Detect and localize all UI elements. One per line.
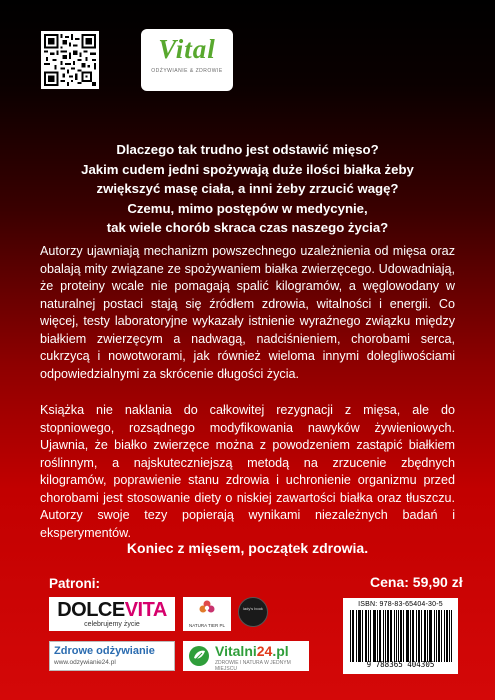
barcode-bar — [383, 610, 384, 662]
dolcevita-logo — [49, 597, 175, 631]
barcode-bar — [377, 610, 378, 662]
barcode-bar — [385, 610, 386, 662]
barcode-bar — [434, 610, 435, 662]
zdrowe-odzywianie-logo — [49, 641, 175, 671]
vital-logo — [141, 29, 233, 91]
barcode-bar — [398, 610, 399, 662]
barcode-bar — [353, 610, 354, 662]
slogan: Koniec z mięsem, początek zdrowia. — [126, 540, 369, 556]
natura-logo-text: NATURA TIER PL — [188, 623, 226, 628]
qr-code-icon — [44, 34, 96, 86]
question-line: Czemu, mimo postępów w medycynie, — [127, 200, 368, 216]
barcode-bar — [356, 610, 357, 662]
barcode-bar — [410, 610, 411, 662]
barcode-bar — [425, 610, 426, 662]
patrons-label: Patroni: — [49, 576, 101, 591]
barcode-bar — [400, 610, 401, 662]
vitalni24-name-part-c: .pl — [272, 643, 289, 659]
barcode-bar — [436, 610, 437, 662]
barcode-bar — [439, 610, 440, 662]
barcode-bar — [418, 610, 419, 662]
barcode-bar — [429, 610, 430, 662]
ladys-book-logo-text: lady's book — [243, 606, 263, 611]
barcode-bar — [379, 610, 380, 662]
barcode-bar — [444, 610, 445, 662]
ladys-book-logo — [238, 597, 268, 627]
barcode-bar — [396, 610, 397, 662]
question-line: tak wiele chorób skraca czas naszego życia? — [106, 220, 389, 236]
barcode-bar — [408, 610, 409, 662]
isbn-number: ISBN: 978-83-65404-30-5 — [358, 601, 443, 608]
barcode-bar — [358, 610, 359, 662]
barcode-bar — [387, 610, 388, 662]
leaf-icon — [188, 645, 210, 667]
barcode-bar — [441, 610, 442, 662]
description-paragraph-2: Książka nie naklania do całkowitej rezygnacji z mięsa, ale do stopniowego, rozsądnego modyfikowania nawyków żywieniowych. Ujawnia, że białko zwierzęce można z powodzeniem zastąpić białkiem roślinnym, a najskuteczniejszą metodą na zrzucenie zbędnych kilogramów, poprawienie stanu zdrowia i uchronienie organizmu przed chorobami jest stosowanie diety o niskiej zawartości białka oraz tłuszczu. Autorzy swoje tezy popierają wynikami niezależnych badań i eksperymentów. — [40, 403, 455, 540]
description-paragraph-1: Autorzy ujawniają mechanizm powszechnego uzależnienia od mięsa oraz obalają mity związane ze spożywaniem białka zwierzęcego. Udowadniają, że proteiny wcale nie pomagają spalić kilogramów, a węglowodany w naturalnej postaci stają się źródłem zdrowia, witalności i energii. Co więcej, testy laboratoryjne wykazały istnienie wyraźnego związku między białkiem zwierzęcym a nadwagą, nadciśnieniem, chorobami serca, cukrzycą i nowotworami, jak również wieloma innymi dolegliwościami odpowiedzialnymi za skrócenie długości życia. — [40, 244, 455, 381]
barcode-bar — [359, 610, 360, 662]
barcode-bar — [362, 610, 363, 662]
barcode-bar — [388, 610, 389, 662]
zdrowe-odzywianie-url: www.odzywianie24.pl — [54, 659, 116, 666]
barcode-bar — [365, 610, 366, 662]
vitalni24-name — [215, 644, 305, 659]
flower-icon — [198, 599, 216, 617]
barcode-bar — [370, 610, 371, 662]
isbn-barcode — [343, 598, 458, 674]
barcode-bar — [407, 610, 408, 662]
barcode-bar — [360, 610, 361, 662]
barcode-bar — [430, 610, 431, 662]
price-label: Cena: 59,90 zł — [370, 574, 463, 590]
barcode-icon — [348, 610, 453, 662]
vitalni24-name-part-a: Vitalni — [215, 643, 257, 659]
barcode-bar — [451, 610, 452, 662]
barcode-bar — [352, 610, 353, 662]
barcode-bar — [366, 610, 367, 662]
question-line: Jakim cudem jedni spożywają duże ilości białka żeby — [81, 161, 414, 177]
barcode-bar — [449, 610, 450, 662]
vitalni24-tagline: ZDROWIE I NATURA W JEDNYM MIEJSCU — [215, 660, 291, 672]
barcode-bar — [375, 610, 376, 662]
barcode-bar — [406, 610, 407, 662]
barcode-bar — [419, 610, 420, 662]
barcode-bar — [413, 610, 414, 662]
barcode-bar — [350, 610, 351, 662]
barcode-bar — [431, 610, 432, 662]
barcode-bar — [373, 610, 374, 662]
barcode-bar — [368, 610, 369, 662]
dolcevita-logo-text — [49, 600, 175, 620]
barcode-bar — [391, 610, 392, 662]
dolcevita-name-vita: VITA — [124, 599, 167, 621]
vitalni24-logo — [183, 641, 309, 671]
natura-logo — [183, 597, 231, 631]
barcode-bar — [427, 610, 428, 662]
barcode-bar — [403, 610, 404, 662]
barcode-bar — [374, 610, 375, 662]
barcode-bar — [380, 610, 381, 662]
zdrowe-odzywianie-name: Zdrowe odżywianie — [54, 645, 155, 657]
qr-code — [41, 31, 99, 89]
vital-logo-tagline: ODŻYWIANIE & ZDROWIE — [151, 68, 223, 74]
barcode-bar — [424, 610, 425, 662]
barcode-bar — [412, 610, 413, 662]
vital-logo-text: Vital — [158, 34, 216, 64]
barcode-bar — [401, 610, 402, 662]
barcode-bar — [447, 610, 448, 662]
vitalni24-name-part-b: 24 — [256, 643, 273, 659]
questions-block — [40, 140, 455, 238]
dolcevita-name-dolce: DOLCE — [57, 599, 125, 621]
barcode-bar — [394, 610, 395, 662]
question-line: Dlaczego tak trudno jest odstawić mięso? — [116, 142, 379, 157]
barcode-bar — [421, 610, 422, 662]
barcode-bar — [390, 610, 391, 662]
barcode-digits: 9 788365 404305 — [366, 660, 435, 669]
barcode-bar — [438, 610, 439, 662]
question-line: zwiększyć masę ciała, a inni żeby zrzucić wagę? — [96, 181, 399, 197]
barcode-bar — [416, 610, 417, 662]
dolcevita-tagline: celebrujemy życie — [84, 621, 140, 628]
barcode-bar — [446, 610, 447, 662]
